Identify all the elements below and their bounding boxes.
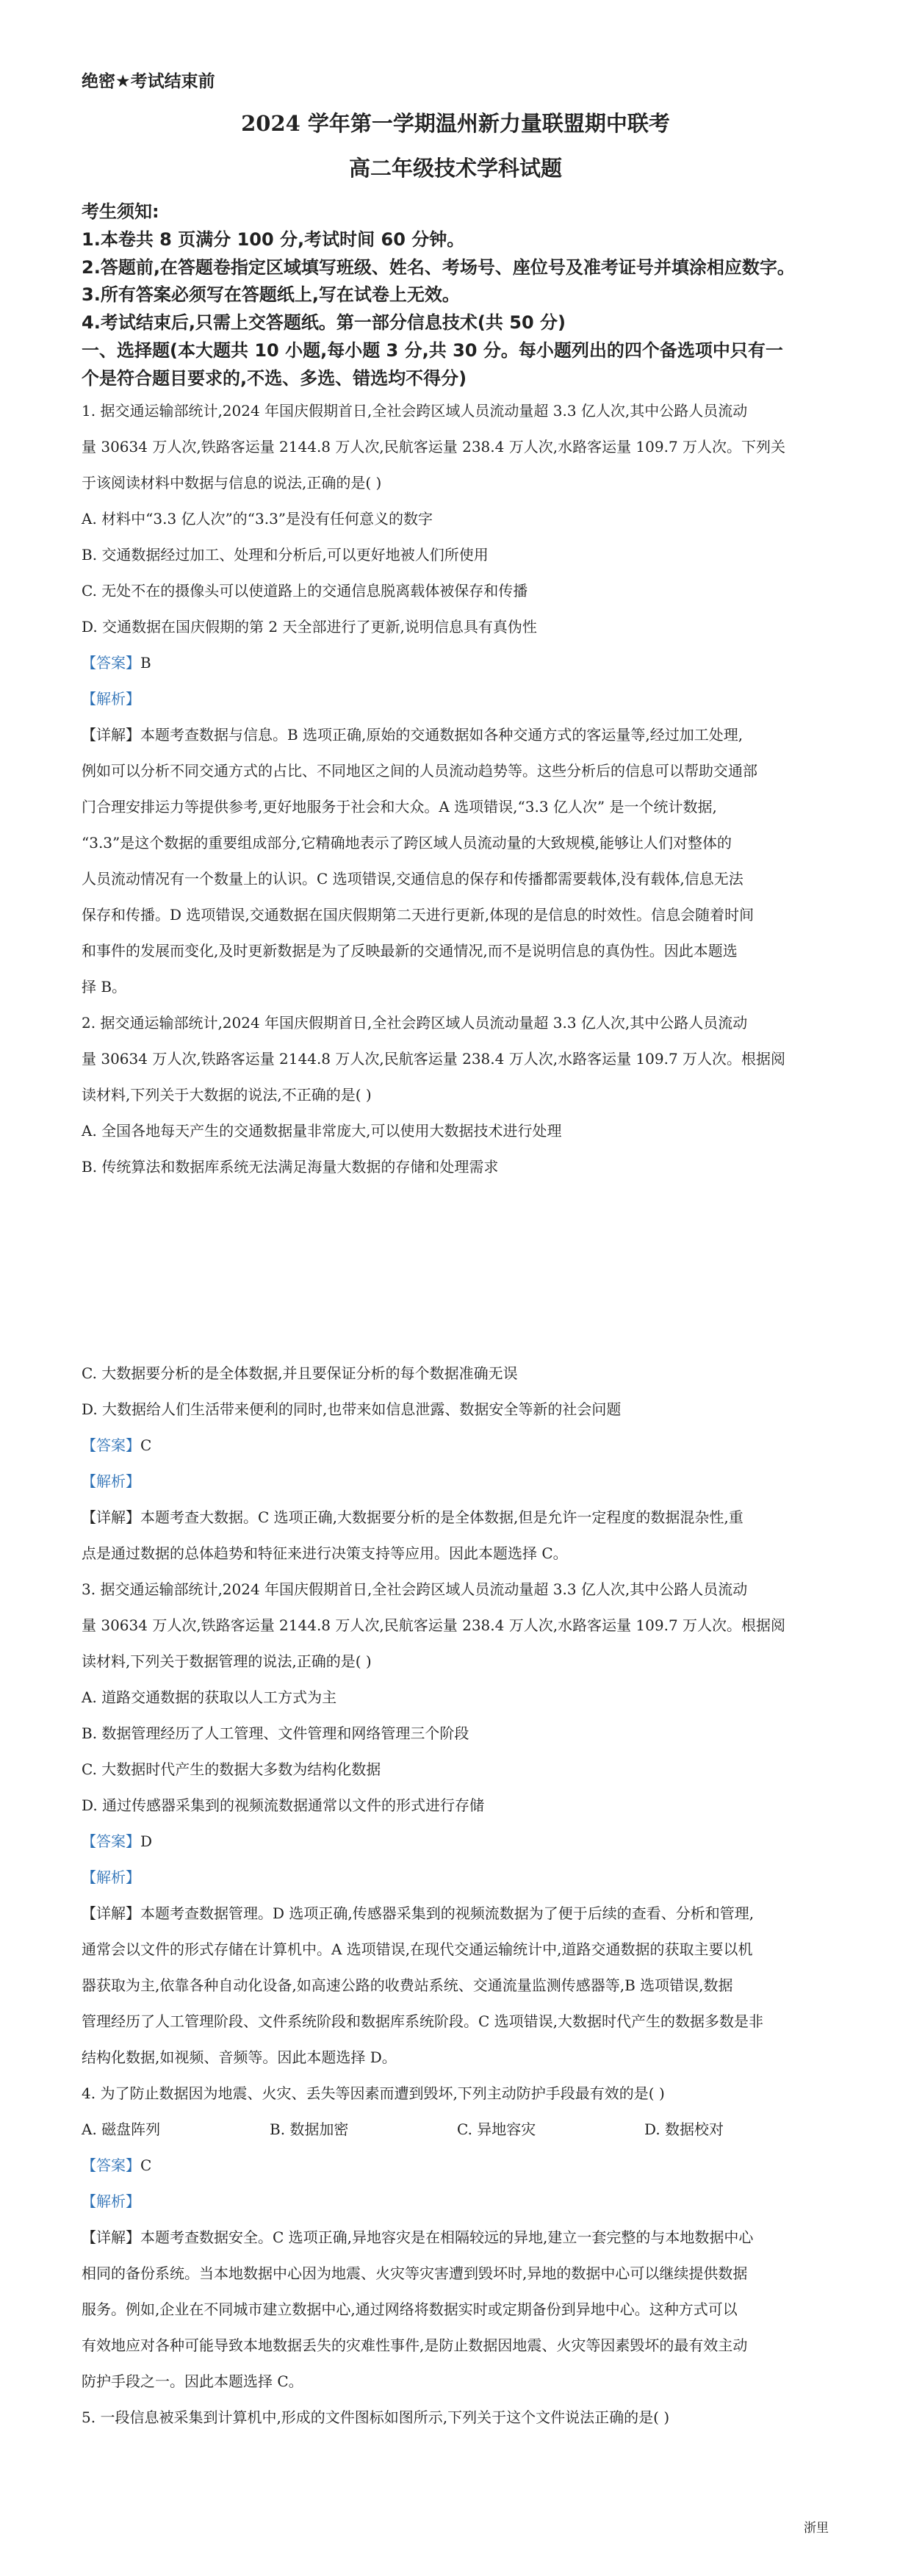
q3-answer: [82, 1830, 152, 1851]
q2-answer: [82, 1433, 151, 1455]
q1-detail: 门合理安排运力等提供参考,更好地服务于社会和大众。A 选项错误,“3.3 亿人次” 是一个统计数据,: [82, 798, 717, 816]
answer-value: C: [140, 1436, 152, 1454]
q4-detail: [82, 2226, 753, 2247]
detail-text: 本题考查数据安全。C 选项正确,异地容灾是在相隔较远的异地,建立一套完整的与本地数据中心: [140, 2228, 754, 2246]
detail-text: 本题考查大数据。C 选项正确,大数据要分析的是全体数据,但是允许一定程度的数据混杂性,重: [140, 1508, 743, 1526]
q3-stem: 量 30634 万人次,铁路客运量 2144.8 万人次,民航客运量 238.4 万人次,水路客运量 109.7 万人次。根据阅: [82, 1616, 786, 1634]
answer-value: C: [140, 2156, 152, 2174]
answer-label: 【答案】: [82, 2156, 140, 2174]
q5-stem: 5. 一段信息被采集到计算机中,形成的文件图标如图所示,下列关于这个文件说法正确的是( ): [82, 2408, 670, 2426]
q3-option-c: C. 大数据时代产生的数据大多数为结构化数据: [82, 1760, 381, 1778]
q3-detail: 管理经历了人工管理阶段、文件系统阶段和数据库系统阶段。C 选项错误,大数据时代产生的数据多数是非: [82, 2012, 764, 2030]
q1-detail: 例如可以分析不同交通方式的占比、不同地区之间的人员流动趋势等。这些分析后的信息可以帮助交通部: [82, 762, 757, 780]
q2-option-d: D. 大数据给人们生活带来便利的同时,也带来如信息泄露、数据安全等新的社会问题: [82, 1400, 622, 1418]
q3-detail: 结构化数据,如视频、音频等。因此本题选择 D。: [82, 2048, 397, 2066]
detail-label: 【详解】: [82, 726, 140, 744]
q4-detail: 相同的备份系统。当本地数据中心因为地震、火灾等灾害遭到毁坏时,异地的数据中心可以继续提供数据: [82, 2264, 748, 2282]
answer-value: B: [140, 654, 151, 672]
detail-label: 【详解】: [82, 1508, 140, 1526]
notice-item: 2.答题前,在答题卷指定区域填写班级、姓名、考场号、座位号及准考证号并填涂相应数字。: [82, 257, 795, 278]
q3-detail: 通常会以文件的形式存储在计算机中。A 选项错误,在现代交通运输统计中,道路交通数据的获取主要以机: [82, 1940, 753, 1958]
q3-option-b: B. 数据管理经历了人工管理、文件管理和网络管理三个阶段: [82, 1724, 469, 1742]
notice-heading: 考生须知:: [82, 201, 159, 222]
exam-subtitle: 高二年级技术学科试题: [348, 156, 562, 181]
q1-detail: 和事件的发展而变化,及时更新数据是为了反映最新的交通情况,而不是说明信息的真伪性。因此本题选: [82, 942, 738, 960]
q2-stem: 读材料,下列关于大数据的说法,不正确的是( ): [82, 1086, 372, 1104]
notice-item: 1.本卷共 8 页满分 100 分,考试时间 60 分钟。: [82, 229, 465, 250]
q4-stem: 4. 为了防止数据因为地震、火灾、丢失等因素而遭到毁坏,下列主动防护手段最有效的是( ): [82, 2084, 665, 2102]
detail-text: 本题考查数据与信息。B 选项正确,原始的交通数据如各种交通方式的客运量等,经过加工处理,: [140, 726, 743, 744]
q4-option-b: B. 数据加密: [270, 2120, 349, 2138]
answer-label: 【答案】: [82, 1832, 140, 1850]
q2-stem: 量 30634 万人次,铁路客运量 2144.8 万人次,民航客运量 238.4 万人次,水路客运量 109.7 万人次。根据阅: [82, 1050, 786, 1068]
q2-detail: 点是通过数据的总体趋势和特征来进行决策支持等应用。因此本题选择 C。: [82, 1544, 568, 1562]
answer-label: 【答案】: [82, 654, 140, 672]
q1-option-a: A. 材料中“3.3 亿人次”的“3.3”是没有任何意义的数字: [82, 510, 433, 528]
q3-analysis-label: 【解析】: [82, 1868, 140, 1886]
q4-detail: 防护手段之一。因此本题选择 C。: [82, 2372, 303, 2390]
q1-analysis-label: 【解析】: [82, 690, 140, 708]
q1-detail: [82, 723, 743, 744]
detail-text: 本题考查数据管理。D 选项正确,传感器采集到的视频流数据为了便于后续的查看、分析和管理,: [140, 1904, 755, 1922]
section-heading: 一、选择题(本大题共 10 小题,每小题 3 分,共 30 分。每小题列出的四个备选项中只有一: [82, 340, 783, 361]
q4-answer: [82, 2154, 151, 2175]
q1-detail: “3.3”是这个数据的重要组成部分,它精确地表示了跨区域人员流动量的大致规模,能够让人们对整体的: [82, 834, 732, 852]
q1-option-d: D. 交通数据在国庆假期的第 2 天全部进行了更新,说明信息具有真伪性: [82, 618, 537, 636]
q1-detail: 人员流动情况有一个数量上的认识。C 选项错误,交通信息的保存和传播都需要载体,没有载体,信息无法: [82, 870, 743, 888]
notice-item: 4.考试结束后,只需上交答题纸。第一部分信息技术(共 50 分): [82, 312, 566, 333]
q1-detail: 择 B。: [82, 978, 127, 996]
q2-analysis-label: 【解析】: [82, 1472, 140, 1490]
q3-option-a: A. 道路交通数据的获取以人工方式为主: [82, 1688, 337, 1706]
q3-detail: 器获取为主,依靠各种自动化设备,如高速公路的收费站系统、交通流量监测传感器等,B 选项错误,数据: [82, 1976, 733, 1994]
answer-value: D: [140, 1832, 153, 1850]
q1-stem: 于该阅读材料中数据与信息的说法,正确的是( ): [82, 474, 382, 492]
q4-option-a: A. 磁盘阵列: [82, 2120, 161, 2138]
q4-analysis-label: 【解析】: [82, 2192, 140, 2210]
q1-stem: 1. 据交通运输部统计,2024 年国庆假期首日,全社会跨区域人员流动量超 3.3 亿人次,其中公路人员流动: [82, 402, 748, 420]
q3-option-d: D. 通过传感器采集到的视频流数据通常以文件的形式进行存储: [82, 1796, 485, 1814]
q2-option-b: B. 传统算法和数据库系统无法满足海量大数据的存储和处理需求: [82, 1158, 499, 1176]
exam-title: 2024 学年第一学期温州新力量联盟期中联考: [241, 111, 670, 136]
page-footer: 浙里: [804, 2521, 829, 2536]
q4-option-c: C. 异地容灾: [457, 2120, 536, 2138]
q1-detail: 保存和传播。D 选项错误,交通数据在国庆假期第二天进行更新,体现的是信息的时效性。信息会随着时间: [82, 906, 755, 924]
answer-label: 【答案】: [82, 1436, 140, 1454]
q4-detail: 有效地应对各种可能导致本地数据丢失的灾难性事件,是防止数据因地震、火灾等因素毁坏的最有效主动: [82, 2336, 748, 2354]
q4-option-d: D. 数据校对: [644, 2120, 724, 2138]
detail-label: 【详解】: [82, 2228, 140, 2246]
q2-stem: 2. 据交通运输部统计,2024 年国庆假期首日,全社会跨区域人员流动量超 3.3 亿人次,其中公路人员流动: [82, 1014, 748, 1032]
notice-item: 3.所有答案必须写在答题纸上,写在试卷上无效。: [82, 284, 460, 305]
q3-detail: [82, 1902, 754, 1923]
q1-answer: [82, 651, 151, 672]
q3-stem: 3. 据交通运输部统计,2024 年国庆假期首日,全社会跨区域人员流动量超 3.3 亿人次,其中公路人员流动: [82, 1580, 748, 1598]
q2-detail: [82, 1505, 743, 1527]
q1-option-b: B. 交通数据经过加工、处理和分析后,可以更好地被人们所使用: [82, 546, 489, 564]
q1-option-c: C. 无处不在的摄像头可以使道路上的交通信息脱离载体被保存和传播: [82, 582, 528, 600]
top-secret-label: 绝密★考试结束前: [82, 72, 215, 91]
q1-stem: 量 30634 万人次,铁路客运量 2144.8 万人次,民航客运量 238.4 万人次,水路客运量 109.7 万人次。下列关: [82, 438, 786, 456]
q4-detail: 服务。例如,企业在不同城市建立数据中心,通过网络将数据实时或定期备份到异地中心。这种方式可以: [82, 2300, 738, 2318]
q2-option-a: A. 全国各地每天产生的交通数据量非常庞大,可以使用大数据技术进行处理: [82, 1122, 562, 1140]
detail-label: 【详解】: [82, 1904, 140, 1922]
q3-stem: 读材料,下列关于数据管理的说法,正确的是( ): [82, 1652, 372, 1670]
section-heading: 个是符合题目要求的,不选、多选、错选均不得分): [82, 368, 467, 389]
q2-option-c: C. 大数据要分析的是全体数据,并且要保证分析的每个数据准确无误: [82, 1364, 518, 1382]
